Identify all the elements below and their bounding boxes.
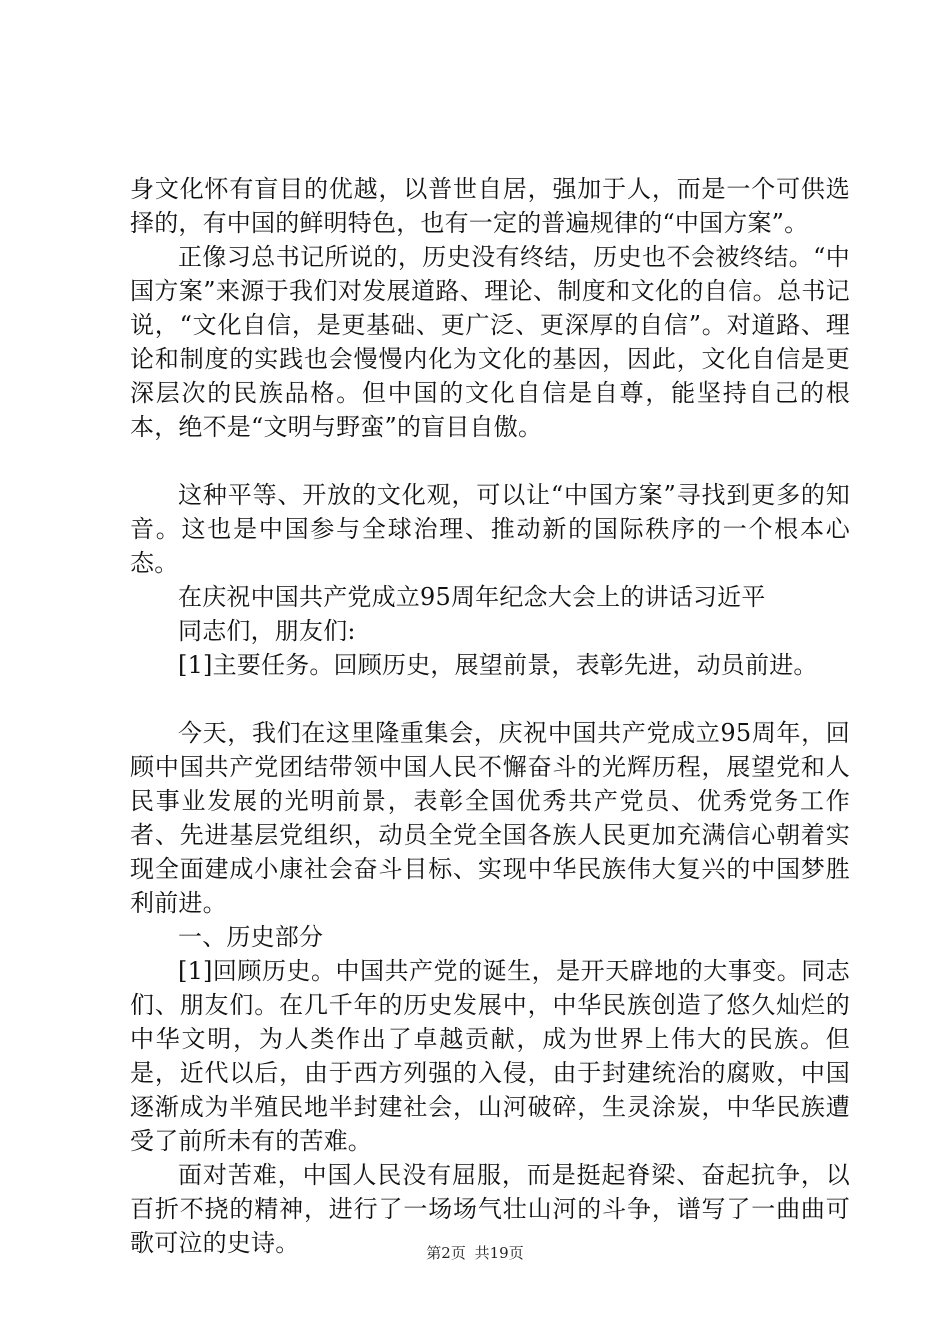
paragraph-today: 今天，我们在这里隆重集会，庆祝中国共产党成立95周年，回顾中国共产党团结带领中国人民不懈奋斗的光辉历程，展望党和人民事业发展的光明前景，表彰全国优秀共产党员、优秀党务工作者、先进基层党组织，动员全党全国各族人民更加充满信心朝着实现全面建成小康社会奋斗目标、实现中华民族伟大复兴的中国梦胜利前进。 bbox=[130, 719, 850, 917]
page-total: 共19页 bbox=[474, 1244, 524, 1262]
paragraph-1: 身文化怀有盲目的优越，以普世自居，强加于人，而是一个可供选择的，有中国的鲜明特色，也有一定的普遍规律的“中国方案”。 bbox=[130, 175, 850, 237]
paragraph-gap bbox=[130, 682, 850, 716]
page-number: 第2页 bbox=[426, 1244, 466, 1262]
paragraph-gap bbox=[130, 444, 850, 478]
speech-title: 在庆祝中国共产党成立95周年纪念大会上的讲话习近平 bbox=[178, 583, 766, 611]
paragraph-3: 这种平等、开放的文化观，可以让“中国方案”寻找到更多的知音。这也是中国参与全球治理、推动新的国际秩序的一个根本心态。 bbox=[130, 481, 850, 577]
section-heading-history: 一、历史部分 bbox=[178, 923, 324, 951]
salutation: 同志们，朋友们: bbox=[178, 617, 356, 645]
main-tasks: [1]主要任务。回顾历史，展望前景，表彰先进，动员前进。 bbox=[178, 651, 818, 679]
paragraph-facing-hardship: 面对苦难，中国人民没有屈服，而是挺起脊梁、奋起抗争，以百折不挠的精神，进行了一场场气壮山河的斗争，谱写了一曲曲可歌可泣的史诗。 bbox=[130, 1161, 850, 1257]
page-footer bbox=[0, 1243, 950, 1263]
document-body bbox=[130, 172, 850, 1260]
paragraph-review-history: [1]回顾历史。中国共产党的诞生，是开天辟地的大事变。同志们、朋友们。在几千年的历史发展中，中华民族创造了悠久灿烂的中华文明，为人类作出了卓越贡献，成为世界上伟大的民族。但是，近代以后，由于西方列强的入侵，由于封建统治的腐败，中国逐渐成为半殖民地半封建社会，山河破碎，生灵涂炭，中华民族遭受了前所未有的苦难。 bbox=[130, 957, 850, 1155]
paragraph-2: 正像习总书记所说的，历史没有终结，历史也不会被终结。“中国方案”来源于我们对发展道路、理论、制度和文化的自信。总书记说，“文化自信，是更基础、更广泛、更深厚的自信”。对道路、理论和制度的实践也会慢慢内化为文化的基因，因此，文化自信是更深层次的民族品格。但中国的文化自信是自尊，能坚持自己的根本，绝不是“文明与野蛮”的盲目自傲。 bbox=[130, 243, 850, 441]
